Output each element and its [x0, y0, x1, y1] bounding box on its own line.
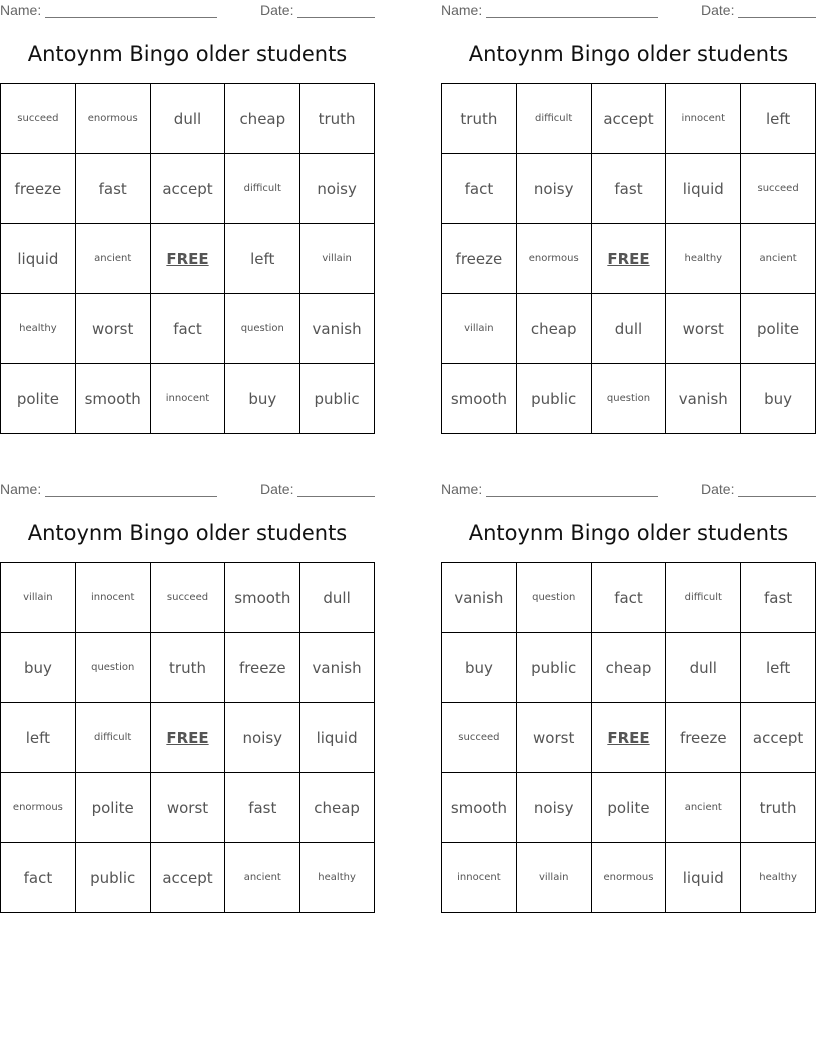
bingo-cell: buy [442, 633, 517, 703]
bingo-cell: difficult [517, 84, 592, 154]
bingo-cell: healthy [300, 843, 375, 913]
date-line [297, 496, 375, 497]
bingo-cell: villain [300, 224, 375, 294]
bingo-cell: worst [517, 703, 592, 773]
bingo-cell: left [1, 703, 76, 773]
bingo-cell: dull [300, 563, 375, 633]
bingo-cell: villain [442, 294, 517, 364]
bingo-card-2 [441, 0, 816, 435]
bingo-grid [0, 562, 375, 913]
bingo-cell: fact [442, 154, 517, 224]
bingo-cell: enormous [76, 84, 151, 154]
bingo-cell: truth [300, 84, 375, 154]
bingo-cell: fact [592, 563, 667, 633]
name-line [486, 17, 658, 18]
bingo-cell: worst [76, 294, 151, 364]
free-space: FREE [151, 224, 226, 294]
bingo-grid [441, 83, 816, 434]
bingo-cell: fast [592, 154, 667, 224]
bingo-cell: ancient [741, 224, 816, 294]
bingo-cell: freeze [225, 633, 300, 703]
bingo-cell: vanish [300, 294, 375, 364]
bingo-cell: noisy [517, 773, 592, 843]
bingo-cell: liquid [300, 703, 375, 773]
bingo-cell: freeze [442, 224, 517, 294]
date-line [738, 17, 816, 18]
bingo-cell: polite [592, 773, 667, 843]
bingo-cell: question [517, 563, 592, 633]
date-label: Date: [701, 2, 735, 18]
bingo-cell: villain [517, 843, 592, 913]
bingo-cell: question [592, 364, 667, 434]
bingo-cell: smooth [442, 773, 517, 843]
bingo-cell: innocent [151, 364, 226, 434]
bingo-cell: liquid [1, 224, 76, 294]
name-date-row [441, 2, 816, 20]
bingo-cell: accept [151, 154, 226, 224]
bingo-cell: public [517, 364, 592, 434]
bingo-cell: succeed [1, 84, 76, 154]
bingo-card-3 [0, 479, 375, 914]
bingo-cell: public [76, 843, 151, 913]
bingo-cell: cheap [517, 294, 592, 364]
name-label: Name: [0, 2, 42, 18]
bingo-cell: dull [151, 84, 226, 154]
bingo-cell: villain [1, 563, 76, 633]
date-line [738, 496, 816, 497]
bingo-cell: dull [666, 633, 741, 703]
bingo-cell: truth [442, 84, 517, 154]
bingo-cell: smooth [442, 364, 517, 434]
bingo-cell: buy [225, 364, 300, 434]
bingo-cell: healthy [666, 224, 741, 294]
bingo-cell: dull [592, 294, 667, 364]
bingo-cell: innocent [666, 84, 741, 154]
card-title: Antoynm Bingo older students [27, 42, 348, 66]
bingo-cell: cheap [300, 773, 375, 843]
bingo-cell: cheap [225, 84, 300, 154]
bingo-cell: enormous [592, 843, 667, 913]
card-title: Antoynm Bingo older students [27, 521, 348, 545]
bingo-cell: innocent [442, 843, 517, 913]
date-label: Date: [260, 2, 294, 18]
bingo-cell: difficult [76, 703, 151, 773]
bingo-cell: polite [1, 364, 76, 434]
bingo-cell: accept [592, 84, 667, 154]
name-line [45, 17, 217, 18]
bingo-cell: vanish [300, 633, 375, 703]
bingo-cell: left [741, 84, 816, 154]
bingo-cell: fast [76, 154, 151, 224]
bingo-cell: succeed [442, 703, 517, 773]
free-space: FREE [592, 224, 667, 294]
bingo-cell: accept [741, 703, 816, 773]
bingo-cell: liquid [666, 154, 741, 224]
bingo-cell: noisy [300, 154, 375, 224]
bingo-cell: polite [741, 294, 816, 364]
bingo-cell: enormous [1, 773, 76, 843]
card-title: Antoynm Bingo older students [468, 521, 789, 545]
bingo-cell: ancient [76, 224, 151, 294]
name-label: Name: [0, 481, 42, 497]
bingo-cell: vanish [442, 563, 517, 633]
bingo-cell: succeed [151, 563, 226, 633]
bingo-cell: fast [225, 773, 300, 843]
bingo-cell: succeed [741, 154, 816, 224]
bingo-cell: healthy [1, 294, 76, 364]
bingo-cell: fact [1, 843, 76, 913]
bingo-grid [441, 562, 816, 913]
bingo-cell: liquid [666, 843, 741, 913]
name-line [45, 496, 217, 497]
bingo-cell: difficult [666, 563, 741, 633]
bingo-cell: freeze [666, 703, 741, 773]
bingo-cell: worst [666, 294, 741, 364]
bingo-cell: freeze [1, 154, 76, 224]
bingo-cell: buy [1, 633, 76, 703]
bingo-cell: public [300, 364, 375, 434]
bingo-cell: truth [151, 633, 226, 703]
bingo-cell: enormous [517, 224, 592, 294]
name-date-row [441, 481, 816, 499]
bingo-card-4 [441, 479, 816, 914]
bingo-cell: noisy [517, 154, 592, 224]
card-title: Antoynm Bingo older students [468, 42, 789, 66]
bingo-cell: cheap [592, 633, 667, 703]
bingo-cell: smooth [225, 563, 300, 633]
free-space: FREE [592, 703, 667, 773]
bingo-cell: ancient [666, 773, 741, 843]
name-date-row [0, 481, 375, 499]
bingo-cell: public [517, 633, 592, 703]
bingo-cell: difficult [225, 154, 300, 224]
bingo-card-1 [0, 0, 375, 435]
name-label: Name: [441, 481, 483, 497]
bingo-cell: truth [741, 773, 816, 843]
name-line [486, 496, 658, 497]
bingo-cell: left [741, 633, 816, 703]
bingo-cell: smooth [76, 364, 151, 434]
bingo-cell: healthy [741, 843, 816, 913]
date-label: Date: [701, 481, 735, 497]
bingo-cell: ancient [225, 843, 300, 913]
bingo-cell: fact [151, 294, 226, 364]
name-label: Name: [441, 2, 483, 18]
bingo-cell: buy [741, 364, 816, 434]
date-line [297, 17, 375, 18]
name-date-row [0, 2, 375, 20]
bingo-grid [0, 83, 375, 434]
bingo-cell: question [225, 294, 300, 364]
bingo-cell: vanish [666, 364, 741, 434]
bingo-cell: worst [151, 773, 226, 843]
bingo-cell: noisy [225, 703, 300, 773]
date-label: Date: [260, 481, 294, 497]
bingo-cell: fast [741, 563, 816, 633]
bingo-cell: accept [151, 843, 226, 913]
bingo-cell: polite [76, 773, 151, 843]
bingo-cell: question [76, 633, 151, 703]
bingo-cell: left [225, 224, 300, 294]
free-space: FREE [151, 703, 226, 773]
bingo-cell: innocent [76, 563, 151, 633]
